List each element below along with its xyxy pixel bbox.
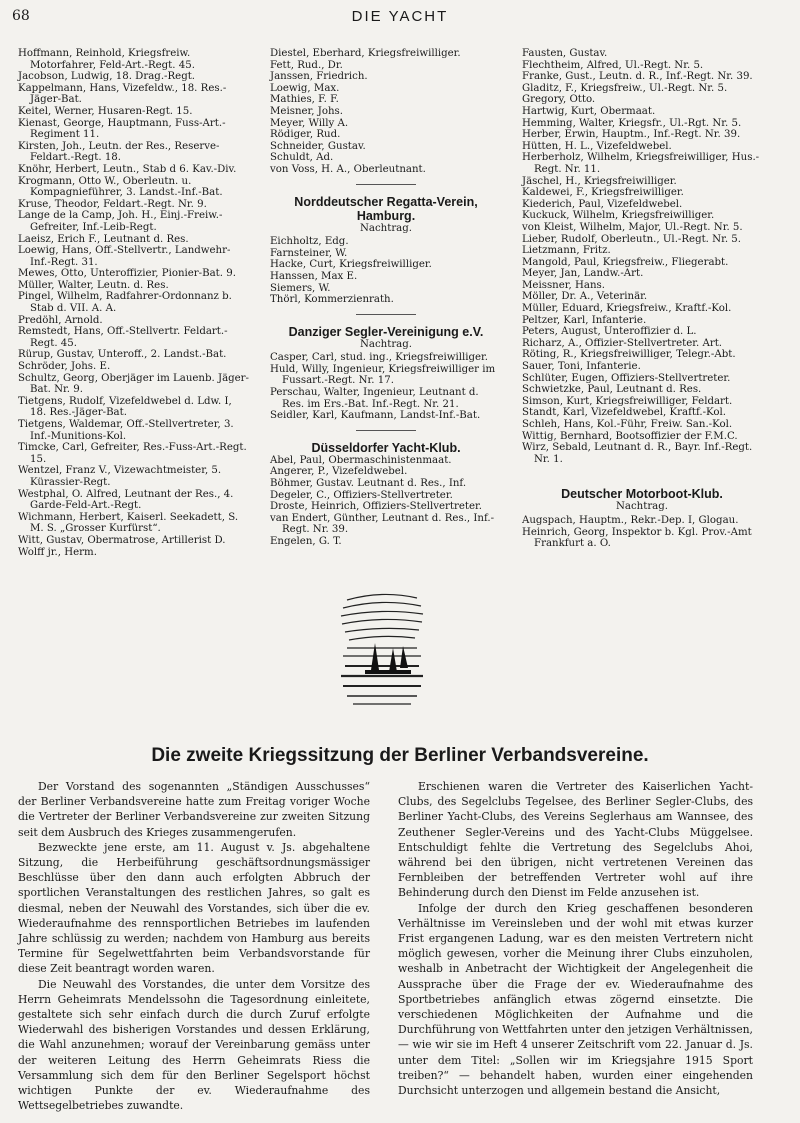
- list-entry: Hoffmann, Reinhold, Kriegsfreiw. Motorfahrer, Feld-Art.-Regt. 45.: [18, 48, 195, 71]
- list-entry: Kuckuck, Wilhelm, Kriegsfreiwilliger.: [522, 210, 715, 222]
- list-entry: Wirz, Sebald, Leutnant d. R., Bayr. Inf.-Regt. Nr. 1.: [522, 442, 753, 465]
- list-entry: Sauer, Toni, Infanterie.: [522, 361, 641, 373]
- list-entry: von Kleist, Wilhelm, Major, Ul.-Regt. Nr. 5.: [522, 221, 743, 233]
- column-3: [522, 48, 762, 550]
- column-3-list: [522, 48, 762, 465]
- page-number: 68: [12, 8, 30, 24]
- column-2-list: [270, 48, 502, 176]
- list-entry: Fausten, Gustav.: [522, 48, 608, 59]
- list-entry: Müller, Eduard, Kriegsfreiw., Kraftf.-Kol.: [522, 303, 732, 315]
- list-entry: Fett, Rud., Dr.: [270, 59, 343, 71]
- list-entry: Simson, Kurt, Kriegsfreiwilliger, Feldart.: [522, 395, 733, 407]
- list-entry: Röting, R., Kriegsfreiwilliger, Telegr.-Abt.: [522, 349, 736, 361]
- list-entry: Meisner, Johs.: [270, 105, 344, 117]
- list-entry: Eichholtz, Edg.: [270, 236, 349, 248]
- list-entry: Gregory, Otto.: [522, 94, 596, 106]
- list-entry: Predöhl, Arnold.: [18, 314, 103, 326]
- list-entry: Loewig, Hans, Off.-Stellvertr., Landwehr-Inf.-Regt. 31.: [18, 245, 231, 268]
- list-entry: Heinrich, Georg, Inspektor b. Kgl. Prov.-Amt Frankfurt a. O.: [522, 526, 752, 550]
- list-entry: Perschau, Walter, Ingenieur, Leutnant d. Res. im Ers.-Bat. Inf.-Regt. Nr. 21.: [270, 387, 479, 410]
- list-entry: Rödiger, Rud.: [270, 129, 341, 141]
- list-entry: Hütten, H. L., Vizefeldwebel.: [522, 140, 672, 152]
- list-entry: Krogmann, Otto W., Oberleutn. u. Kompagnieführer, 3. Landst.-Inf.-Bat.: [18, 175, 223, 199]
- column-2: [270, 48, 502, 548]
- page-header: [0, 8, 800, 32]
- list-entry: van Endert, Günther, Leutnant d. Res., Inf.-Regt. Nr. 39.: [270, 512, 495, 536]
- list-entry: Schröder, Johs. E.: [18, 361, 111, 373]
- article-paragraph: Infolge der durch den Krieg geschaffenen besonderen Verhältnisse im Vereinsleben und der wohl mit etwas kurzer Frist ergangenen Ladung, war es den meisten Vertretern nicht möglich gewesen, vorher die Meinung ihrer Clubs einzuholen, weshalb in Anbetracht der Wichtigkeit der Angelegenheit die Aussprache über die Frage der ev. Wiederaufnahme des Sportbetriebes anfänglich etwas zögernd einsetzte. Die verschiedenen Möglichkeiten der Aufnahme und die Durchführung von Wettfahrten unter den jetzigen Verhältnissen, — wie wir sie im Heft 4 unserer Zeitschrift vom 22. Januar d. Js. unter dem Titel: „Sollen wir im Kriegsjahre 1915 Sport treiben?“ — behandelt haben, wurden einer eingehenden Durchsicht unterzogen und allgemein bestand die Ansicht,: [398, 901, 753, 1098]
- list-entry: Schleh, Hans, Kol.-Führ, Freiw. San.-Kol.: [522, 419, 733, 430]
- list-entry: Casper, Carl, stud. ing., Kriegsfreiwilliger.: [270, 352, 489, 364]
- list-entry: Lieber, Rudolf, Oberleutn., Ul.-Regt. Nr. 5.: [522, 233, 742, 245]
- list-entry: Remstedt, Hans, Off.-Stellvertr. Feldart.-Regt. 45.: [18, 326, 228, 349]
- list-entry: Witt, Gustav, Obermatrose, Artillerist D.: [18, 534, 226, 546]
- list-entry: von Voss, H. A., Oberleutnant.: [270, 163, 426, 175]
- list-entry: Kruse, Theodor, Feldart.-Regt. Nr. 9.: [18, 198, 207, 210]
- club-title: Norddeutscher Regatta-Verein, Hamburg.: [294, 194, 478, 223]
- list-entry: Thörl, Kommerzienrath.: [270, 294, 394, 306]
- list-entry: Tietgens, Rudolf, Vizefeldwebel d. Ldw. I, 18. Res.-Jäger-Bat.: [18, 395, 232, 419]
- club-section: [270, 430, 502, 548]
- list-entry: Lange de la Camp, Joh. H., Einj.-Freiw.-Gefreiter, Inf.-Leib-Regt.: [18, 210, 223, 233]
- list-entry: Loewig, Max.: [270, 82, 340, 94]
- list-entry: Keitel, Werner, Husaren-Regt. 15.: [18, 105, 193, 117]
- list-entry: Peters, August, Unteroffizier d. L.: [522, 326, 697, 338]
- list-entry: Hemming, Walter, Kriegsfr., Ul.-Rgt. Nr. 5.: [522, 117, 742, 129]
- list-entry: Herberholz, Wilhelm, Kriegsfreiwilliger, Hus.-Regt. Nr. 11.: [522, 152, 760, 175]
- list-entry: Böhmer, Gustav. Leutnant d. Res., Inf.: [270, 478, 467, 490]
- list-entry: Kiederich, Paul, Vizefeldwebel.: [522, 198, 683, 210]
- list-entry: Schultz, Georg, Oberjäger im Lauenb. Jäger-Bat. Nr. 9.: [18, 372, 249, 396]
- list-entry: Degeler, C., Offiziers-Stellvertreter.: [270, 489, 453, 501]
- list-entry: Kappelmann, Hans, Vizefeldw., 18. Res.-Jäger-Bat.: [18, 82, 227, 106]
- article-column-right: [398, 779, 753, 1098]
- list-entry: Hacke, Curt, Kriegsfreiwilliger.: [270, 259, 432, 271]
- article-paragraph: Der Vorstand des sogenannten „Ständigen Ausschusses“ der Berliner Verbandsvereine hatte zum Freitag voriger Woche die Vertreter der Berliner Verbandsvereine zur zweiten Sitzung seit dem Ausbruch des Krieges zusammengerufen.: [18, 780, 370, 839]
- club-section: [270, 314, 502, 422]
- list-entry: Laeisz, Erich F., Leutnant d. Res.: [18, 233, 189, 245]
- list-entry: Richarz, A., Offizier-Stellvertreter. Art.: [522, 337, 723, 349]
- list-entry: Standt, Karl, Vizefeldwebel, Kraftf.-Kol.: [522, 407, 727, 419]
- list-entry: Angerer, P., Vizefeldwebel.: [270, 466, 408, 478]
- list-entry: Flechtheim, Alfred, Ul.-Regt. Nr. 5.: [522, 59, 704, 71]
- list-entry: Möller, Dr. A., Veterinär.: [522, 291, 648, 303]
- list-entry: Schuldt, Ad.: [270, 152, 334, 164]
- list-entry: Droste, Heinrich, Offiziers-Stellvertreter.: [270, 501, 483, 513]
- list-entry: Pingel, Wilhelm, Radfahrer-Ordonnanz b. Stab d. VII. A. A.: [18, 291, 232, 315]
- list-entry: Herber, Erwin, Hauptm., Inf.-Regt. Nr. 39.: [522, 129, 741, 141]
- club-title: Danziger Segler-Vereinigung e.V.: [288, 324, 484, 339]
- separator-rule: [356, 314, 416, 315]
- list-entry: Farnsteiner, W.: [270, 247, 348, 259]
- list-entry: Seidler, Karl, Kaufmann, Landst-Inf.-Bat.: [270, 410, 481, 422]
- list-entry: Knöhr, Herbert, Leutn., Stab d 6. Kav.-Div.: [18, 163, 237, 175]
- list-entry: Abel, Paul, Obermaschinistenmaat.: [270, 454, 452, 466]
- list-entry: Westphal, O. Alfred, Leutnant der Res., 4. Garde-Feld-Art.-Regt.: [18, 488, 234, 512]
- list-entry: Franke, Gust., Leutn. d. R., Inf.-Regt. Nr. 39.: [522, 71, 753, 83]
- club-section: [270, 184, 502, 306]
- list-entry: Mewes, Otto, Unteroffizier, Pionier-Bat. 9.: [18, 268, 236, 280]
- club-subtitle: Nachtrag.: [615, 501, 669, 513]
- list-entry: Wichmann, Herbert, Kaiserl. Seekadett, S. M. S. „Grosser Kurfürst“.: [18, 511, 239, 535]
- list-entry: Tietgens, Waldemar, Off.-Stellvertreter, 3. Inf.-Munitions-Kol.: [18, 419, 234, 442]
- list-entry: Augspach, Hauptm., Rekr.-Dep. I, Glogau.: [522, 514, 739, 526]
- list-entry: Kienast, George, Hauptmann, Fuss-Art.-Regiment 11.: [18, 117, 226, 141]
- list-entry: Meyer, Willy A.: [270, 117, 349, 129]
- motorboot-entries: [522, 515, 762, 550]
- list-entry: Hartwig, Kurt, Obermaat.: [522, 105, 656, 117]
- article-column-left: [18, 779, 370, 1113]
- list-entry: Kirsten, Joh., Leutn. der Res., Reserve-Feldart.-Regt. 18.: [18, 140, 220, 164]
- list-entry: Mangold, Paul, Kriegsfreiw., Fliegerabt.: [522, 256, 729, 268]
- list-entry: Mathies, F. F.: [270, 94, 339, 106]
- club-sections: [270, 184, 502, 548]
- list-entry: Jacobson, Ludwig, 18. Drag.-Regt.: [18, 71, 196, 83]
- article-paragraph: Die Neuwahl des Vorstandes, die unter dem Vorsitze des Herrn Geheimrats Mendelssohn die Tagesordnung einleitete, gestaltete sich sehr einfach durch die durch Zuruf erfolgte Wiederwahl des bisherigen Vorstandes und dessen Erklärung, die Wahl anzunehmen; worauf der Vereinbarung gemäss unter der weiteren Leitung des Herrn Geheimrats Riess die Versammlung sich dem für den Berliner Segelsport höchst wichtigen Punkte der ev. Wiederaufnahme des Wettsegelbetriebes zuwandte.: [18, 977, 370, 1113]
- list-entry: Siemers, W.: [270, 282, 331, 294]
- motorboot-section: [522, 487, 762, 549]
- list-entry: Janssen, Friedrich.: [270, 71, 368, 83]
- article-headline: Die zweite Kriegssitzung der Berliner Verbandsvereine.: [151, 745, 649, 766]
- list-entry: Huld, Willy, Ingenieur, Kriegsfreiwilliger im Fussart.-Regt. Nr. 17.: [270, 363, 496, 387]
- list-entry: Wittig, Bernhard, Bootsoffizier der F.M.C.: [522, 430, 738, 442]
- article-paragraph: Bezweckte jene erste, am 11. August v. Js. abgehaltene Sitzung, die Herbeiführung geschäftsordnungsmässiger Beschlüsse über den dann auch erfolgten Abbruch der sportlichen Veranstaltungen des restlichen Jahres, so galt es diesmal, neben der Neuwahl des Vorstandes, sich über die ev. Wiederaufnahme des rennsportlichen Betriebes im laufenden Jahre schlüssig zu werden; nachdem von Hamburg aus bereits Termine für Segelwettfahrten beim Verbandsvorstande für diese Zeit beantragt worden waren.: [18, 840, 370, 976]
- list-entry: Rürup, Gustav, Unteroff., 2. Landst.-Bat.: [18, 349, 227, 361]
- list-entry: Kaldewei, F., Kriegsfreiwilliger.: [522, 187, 684, 199]
- club-subtitle: Nachtrag.: [359, 338, 413, 350]
- list-entry: Meyer, Jan, Landw.-Art.: [522, 268, 644, 280]
- list-entry: Müller, Walter, Leutn. d. Res.: [18, 279, 169, 291]
- running-title: DIE YACHT: [351, 8, 449, 25]
- list-entry: Engelen, G. T.: [270, 536, 342, 547]
- club-subtitle: Nachtrag.: [359, 222, 413, 234]
- list-entry: Jäschel, H., Kriegsfreiwilliger.: [522, 175, 677, 187]
- list-entry: Schwietzke, Paul, Leutnant d. Res.: [522, 384, 702, 396]
- list-entry: Schlüter, Eugen, Offiziers-Stellvertreter.: [522, 372, 731, 384]
- separator-rule: [356, 184, 416, 185]
- column-1: [18, 48, 250, 558]
- separator-rule: [356, 430, 416, 431]
- list-entry: Wolff jr., Herm.: [18, 546, 97, 558]
- list-entry: Hanssen, Max E.: [270, 270, 358, 282]
- list-entry: Gladitz, F., Kriegsfreiw., Ul.-Regt. Nr. 5.: [522, 82, 728, 94]
- club-title: Deutscher Motorboot-Klub.: [561, 487, 723, 502]
- list-entry: Timcke, Carl, Gefreiter, Res.-Fuss-Art.-Regt. 15.: [18, 442, 247, 465]
- list-entry: Wentzel, Franz V., Vizewachtmeister, 5. Kürassier-Regt.: [18, 465, 222, 488]
- list-entry: Meissner, Hans.: [522, 279, 605, 291]
- sailboat-vignette: [337, 588, 427, 713]
- club-title: Düsseldorfer Yacht-Klub.: [311, 440, 461, 455]
- list-entry: Schneider, Gustav.: [270, 140, 366, 152]
- article-paragraph: Erschienen waren die Vertreter des Kaiserlichen Yacht-Clubs, des Segelclubs Tegelsee, des Berliner Segler-Clubs, des Berliner Yacht-Clubs, des Vereins Seglerhaus am Wannsee, des Zeuthener Segler-Vereins und des Yacht-Clubs Müggelsee. Entschuldigt fehlte die Vertretung des Segelclubs Ahoi, während bei den übrigen, nicht vertretenen Vereinen das Fernbleiben der betreffenden Vertreter wohl auf ihre Behinderung durch den Dienst im Felde anzusehen ist.: [398, 780, 753, 900]
- list-entry: Peltzer, Karl, Infanterie.: [522, 314, 647, 326]
- list-entry: Lietzmann, Fritz.: [522, 245, 611, 257]
- list-entry: Diestel, Eberhard, Kriegsfreiwilliger.: [270, 48, 461, 59]
